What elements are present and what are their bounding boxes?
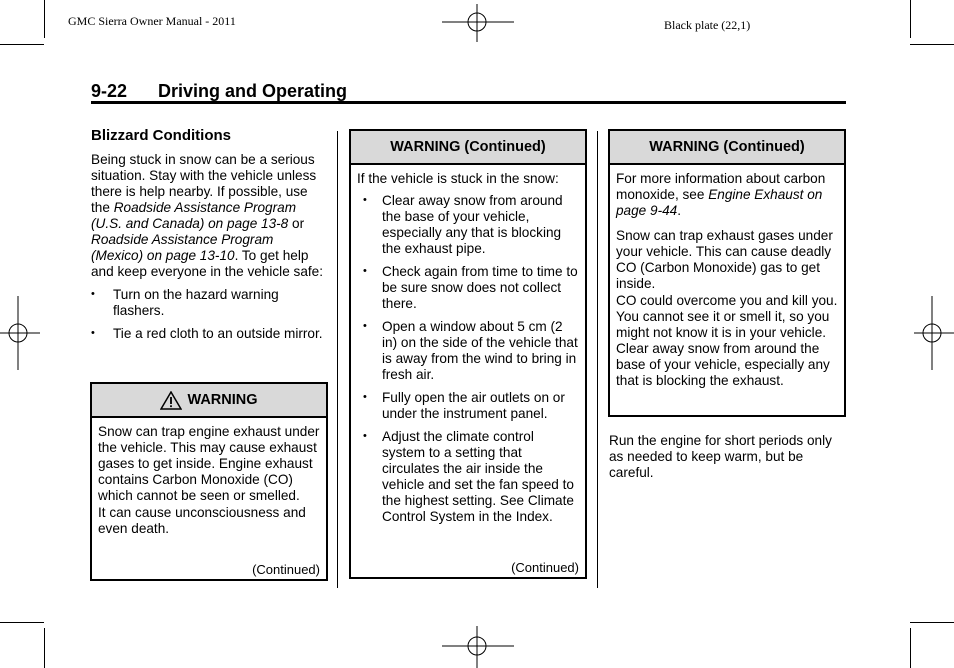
warning-box-1 (90, 382, 328, 581)
crop-mark (44, 0, 45, 38)
warning-box-3 (608, 129, 846, 417)
list-item: • Check again from time to time to be sure snow does not collect there. (363, 264, 578, 311)
engine-exhaust-ref: Engine Exhaust on page 9-44 (616, 187, 823, 218)
list-item: • Turn on the hazard warning flashers. (91, 287, 279, 318)
registration-mark-bottom (440, 626, 516, 668)
list-item: • Tie a red cloth to an outside mirror. (91, 326, 323, 341)
column-1 (91, 127, 327, 349)
roadside-ref-mexico: Roadside Assistance Program (Mexico) on page 13-10 (91, 232, 274, 263)
crop-mark (44, 628, 45, 668)
crop-mark (910, 44, 954, 45)
section-title: Driving and Operating (158, 81, 348, 101)
warning-body: Snow can trap engine exhaust under the vehicle. This may cause exhaust gases to get inside. Engine exhaust contains Carbon Monoxide (CO) which cannot be seen or smelled. It can cause unconsciousness and even death. (98, 424, 320, 536)
registration-mark-right (912, 296, 954, 372)
stuck-steps-list (357, 193, 579, 525)
warning-header: WARNING (Continued) (351, 131, 585, 165)
list-item: • Open a window about 5 cm (2 in) on the side of the vehicle that is away from the wind to bring in fresh air. (363, 319, 578, 382)
crop-mark (0, 622, 44, 623)
warning-body (351, 165, 585, 525)
list-item: • Clear away snow from around the base of your vehicle, especially any that is blocking the exhaust pipe. (363, 193, 563, 256)
crop-mark (910, 622, 954, 623)
crop-mark (0, 44, 44, 45)
registration-mark-left (0, 296, 42, 372)
column-divider (337, 131, 338, 588)
list-item: • Adjust the climate control system to a setting that circulates the air inside the vehicle and set the fan speed to the highest setting. See Climate Control System in the Index. (363, 429, 574, 524)
crop-mark (910, 0, 911, 38)
blizzard-heading: Blizzard Conditions (91, 127, 231, 144)
stuck-intro: If the vehicle is stuck in the snow: (357, 171, 559, 186)
roadside-ref-us: Roadside Assistance Program (U.S. and Canada) on page 13-8 (91, 200, 297, 231)
manual-title: GMC Sierra Owner Manual - 2011 (68, 14, 236, 28)
page-number: 9-22 (91, 81, 128, 101)
plate-label: Black plate (22,1) (664, 18, 751, 32)
continued-label: (Continued) (511, 560, 579, 575)
co-info: For more information about carbon monoxide, see Engine Exhaust on page 9-44. (616, 171, 826, 218)
warning-triangle-icon (160, 391, 182, 410)
warning-body: For more information about carbon monoxide, see Engine Exhaust on page 9-44. Snow can trap exhaust gases under your vehicle. This can cause deadly CO (Carbon Monoxide) gas to get inside. CO could overcome you and kill you. You cannot see it or smell it, so you might not know it is in your vehicle. Clear away snow from around the base of your vehicle, especially any that is blocking the exhaust. (616, 171, 838, 388)
blizzard-intro: Being stuck in snow can be a serious situation. Stay with the vehicle unless there is help nearby. If possible, use the Roadside Assistance Program (U.S. and Canada) on page 13-8 or Roadside Assistance Program (Mexico) on page 13-10. To get help and keep everyone in the vehicle safe: (91, 152, 324, 279)
header-rule (91, 101, 846, 104)
crop-mark (910, 628, 911, 668)
column-divider (597, 131, 598, 588)
continued-label: (Continued) (252, 562, 320, 577)
safety-list (91, 287, 327, 342)
registration-mark-top (440, 4, 516, 44)
run-engine-text: Run the engine for short periods only as needed to keep warm, but be careful. (609, 433, 832, 480)
list-item: • Fully open the air outlets on or under the instrument panel. (363, 390, 565, 421)
warning-header: WARNING (92, 384, 326, 418)
warning-header: WARNING (Continued) (610, 131, 844, 165)
warning-box-2 (349, 129, 587, 579)
